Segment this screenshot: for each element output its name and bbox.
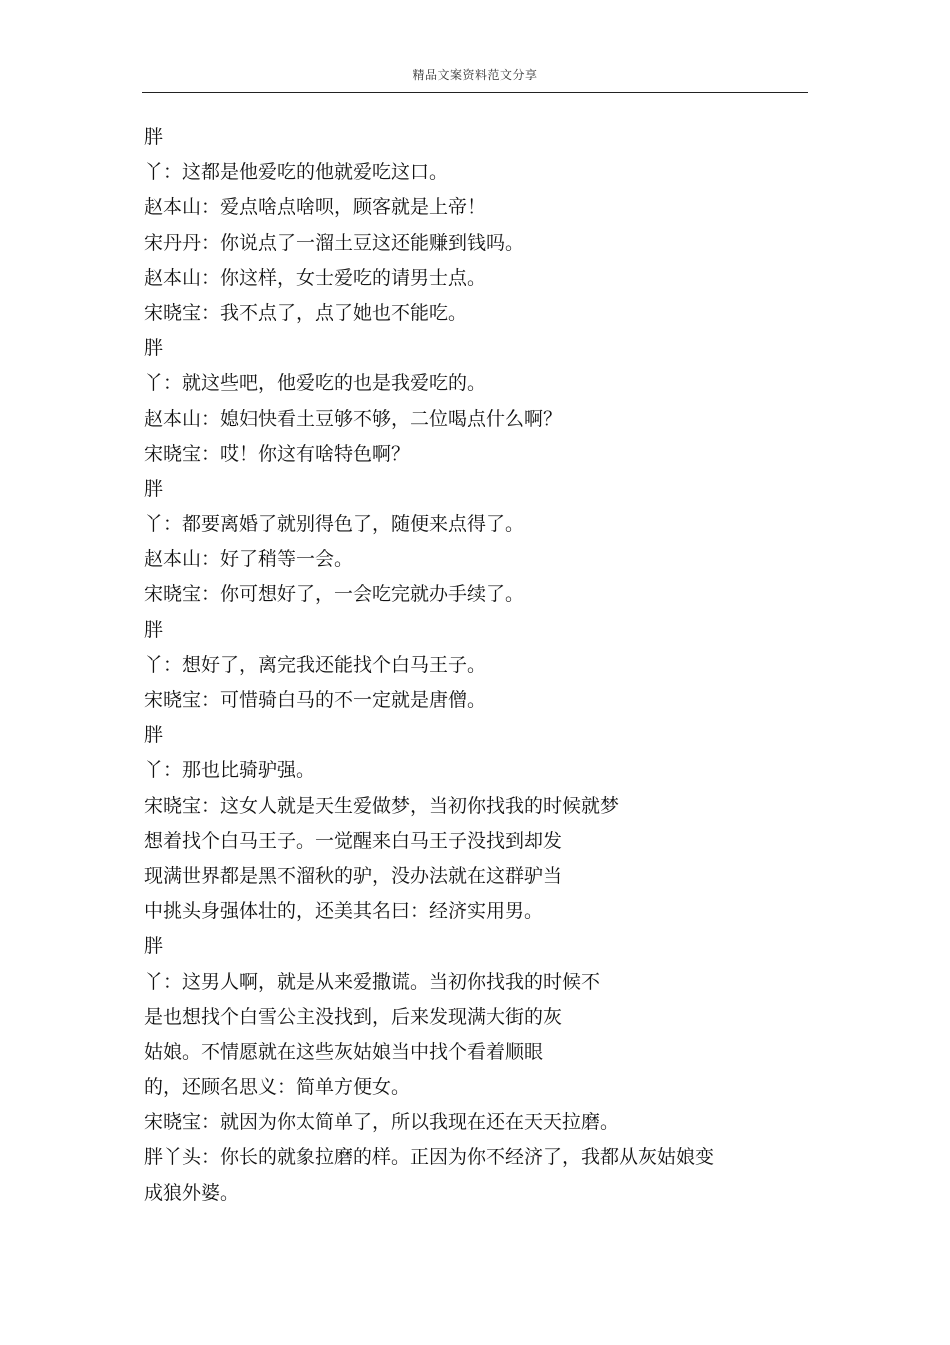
body-line: 的，还顾名思义：简单方便女。 (144, 1076, 411, 1099)
body-line: 中挑头身强体壮的，还美其名曰：经济实用男。 (144, 900, 544, 923)
page-header (142, 62, 808, 93)
body-line: 丫：那也比骑驴强。 (144, 759, 316, 782)
body-line: 成狼外婆。 (144, 1181, 240, 1204)
body-line: 宋晓宝：我不点了，点了她也不能吃。 (144, 301, 468, 324)
body-line: 胖 (144, 477, 164, 500)
body-line: 丫：就这些吧，他爱吃的也是我爱吃的。 (144, 372, 487, 395)
body-line: 赵本山：你这样，女士爱吃的请男士点。 (144, 266, 487, 289)
body-line: 丫：这都是他爱吃的他就爱吃这口。 (144, 161, 449, 184)
body-line: 宋晓宝：哎！你这有啥特色啊？ (144, 442, 411, 465)
body-line: 宋晓宝：这女人就是天生爱做梦，当初你找我的时候就梦 (144, 794, 620, 817)
body-line: 是也想找个白雪公主没找到，后来发现满大街的灰 (144, 1005, 563, 1028)
body-line: 赵本山：好了稍等一会。 (144, 548, 354, 571)
body-line: 现满世界都是黑不溜秋的驴，没办法就在这群驴当 (144, 864, 563, 887)
body-line: 想着找个白马王子。一觉醒来白马王子没找到却发 (144, 829, 563, 852)
body-line: 赵本山：爱点啥点啥呗，顾客就是上帝！ (144, 196, 487, 219)
body-line: 丫：这男人啊，就是从来爱撒谎。当初你找我的时候不 (144, 970, 601, 993)
body-line: 丫：想好了，离完我还能找个白马王子。 (144, 653, 487, 676)
body-line: 胖 (144, 126, 164, 148)
header-title: 精品文案资料范文分享 (412, 68, 538, 82)
body-line: 胖 (144, 618, 164, 641)
body-line: 宋丹丹：你说点了一溜土豆这还能赚到钱吗。 (144, 231, 525, 254)
body-line: 姑娘。不情愿就在这些灰姑娘当中找个看着顺眼 (144, 1040, 544, 1063)
body-line: 宋晓宝：你可想好了，一会吃完就办手续了。 (144, 583, 525, 606)
body-line: 宋晓宝：就因为你太简单了，所以我现在还在天天拉磨。 (144, 1111, 620, 1134)
body-line: 丫：都要离婚了就别得色了，随便来点得了。 (144, 513, 525, 536)
body-line: 宋晓宝：可惜骑白马的不一定就是唐僧。 (144, 689, 487, 711)
body-line: 胖 (144, 935, 164, 958)
script-body (144, 120, 808, 1211)
body-line: 赵本山：媳妇快看土豆够不够，二位喝点什么啊？ (144, 407, 563, 430)
body-line: 胖 (144, 337, 164, 360)
body-line: 胖丫头：你长的就象拉磨的样。正因为你不经济了，我都从灰姑娘变 (144, 1146, 715, 1169)
body-line: 胖 (144, 724, 164, 747)
